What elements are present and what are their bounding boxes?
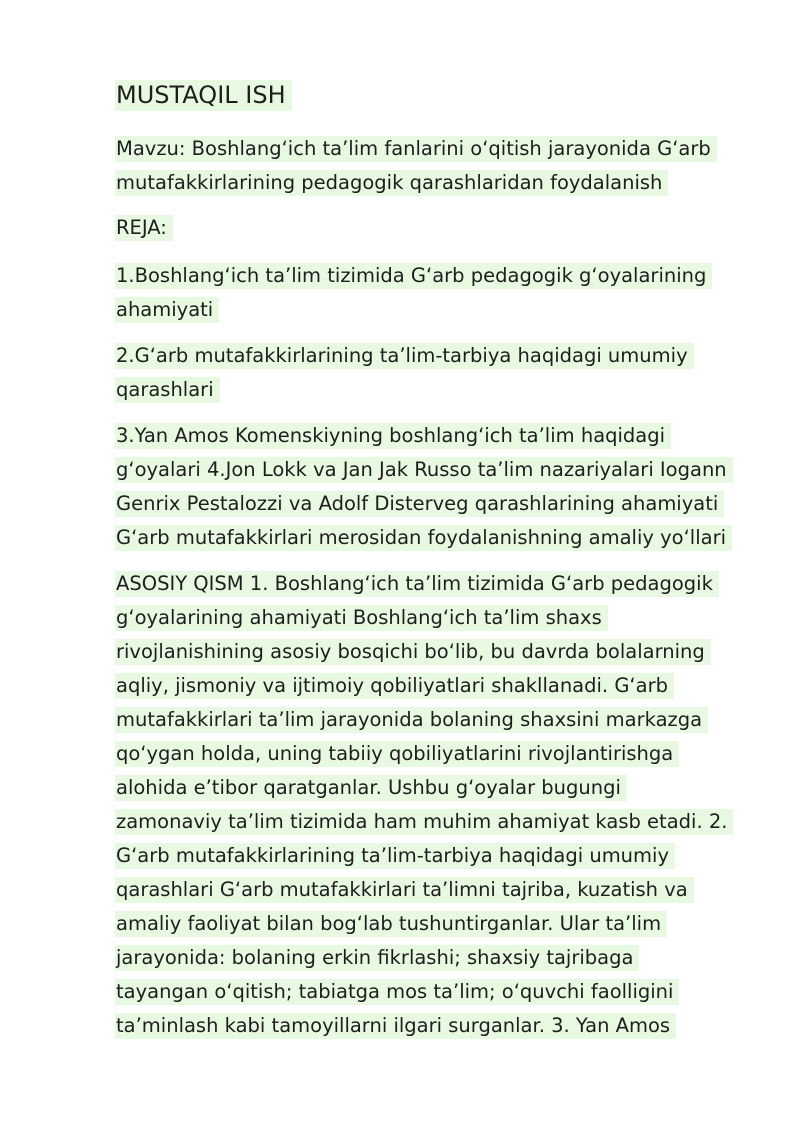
document-title [115,76,292,114]
plan-item-line: 3.Yan Amos Komenskiyning boshlang‘ich ta’lim haqidagi [115,423,671,449]
body-line: ASOSIY QISM 1. Boshlang‘ich ta’lim tizimida G‘arb pedagogik [115,571,719,597]
topic-line: Mavzu: Boshlang‘ich ta’lim fanlarini o‘qitish jarayonida G‘arb [115,136,717,162]
plan-item-1 [115,259,775,327]
body-line: jarayonida: bolaning erkin fikrlashi; shaxsiy tajribaga [115,945,639,971]
plan-item-line: qarashlari [115,377,220,403]
body-line: mutafakkirlari ta’lim jarayonida bolaning shaxsini markazga [115,707,708,733]
plan-item-line: G‘arb mutafakkirlari merosidan foydalanishning amaliy yo‘llari [115,525,732,551]
plan-item-2 [115,339,775,407]
plan-heading-text: REJA: [115,215,173,241]
body-line: rivojlanishining asosiy bosqichi bo‘lib, bu davrda bolalarning [115,639,711,665]
body-line: g‘oyalarining ahamiyati Boshlang‘ich ta’lim shaxs [115,605,608,631]
plan-item-line: ahamiyati [115,297,219,323]
body-line: qarashlari G‘arb mutafakkirlari ta’limni tajriba, kuzatish va [115,877,694,903]
topic-paragraph [115,132,775,200]
body-line: amaliy faoliyat bilan bog‘lab tushuntirganlar. Ular ta’lim [115,911,667,937]
title-text: MUSTAQIL ISH [115,80,292,111]
body-line: qo‘ygan holda, uning tabiiy qobiliyatlarini rivojlantirishga [115,741,679,767]
plan-heading [115,211,775,245]
body-line: alohida e’tibor qaratganlar. Ushbu g‘oyalar bugungi [115,775,627,801]
body-line: zamonaviy ta’lim tizimida ham muhim ahamiyat kasb etadi. 2. [115,809,733,835]
body-line: aqliy, jismoniy va ijtimoiy qobiliyatlari shakllanadi. G‘arb [115,673,674,699]
topic-line: mutafakkirlarining pedagogik qarashlaridan foydalanish [115,170,668,196]
plan-item-line: 1.Boshlang‘ich ta’lim tizimida G‘arb pedagogik g‘oyalarining [115,263,712,289]
body-line: G‘arb mutafakkirlarining ta’lim-tarbiya haqidagi umumiy [115,843,675,869]
plan-item-line: 2.G‘arb mutafakkirlarining ta’lim-tarbiya haqidagi umumiy [115,343,694,369]
body-line: tayangan o‘qitish; tabiatga mos ta’lim; o‘quvchi faolligini [115,979,679,1005]
main-body [115,567,775,1043]
plan-item-line: Genrix Pestalozzi va Adolf Disterveg qarashlarining ahamiyati [115,491,724,517]
body-line: ta’minlash kabi tamoyillarni ilgari surganlar. 3. Yan Amos [115,1013,676,1039]
plan-item-3 [115,419,775,555]
plan-item-line: g‘oyalari 4.Jon Lokk va Jan Jak Russo ta’lim nazariyalari Iogann [115,457,733,483]
